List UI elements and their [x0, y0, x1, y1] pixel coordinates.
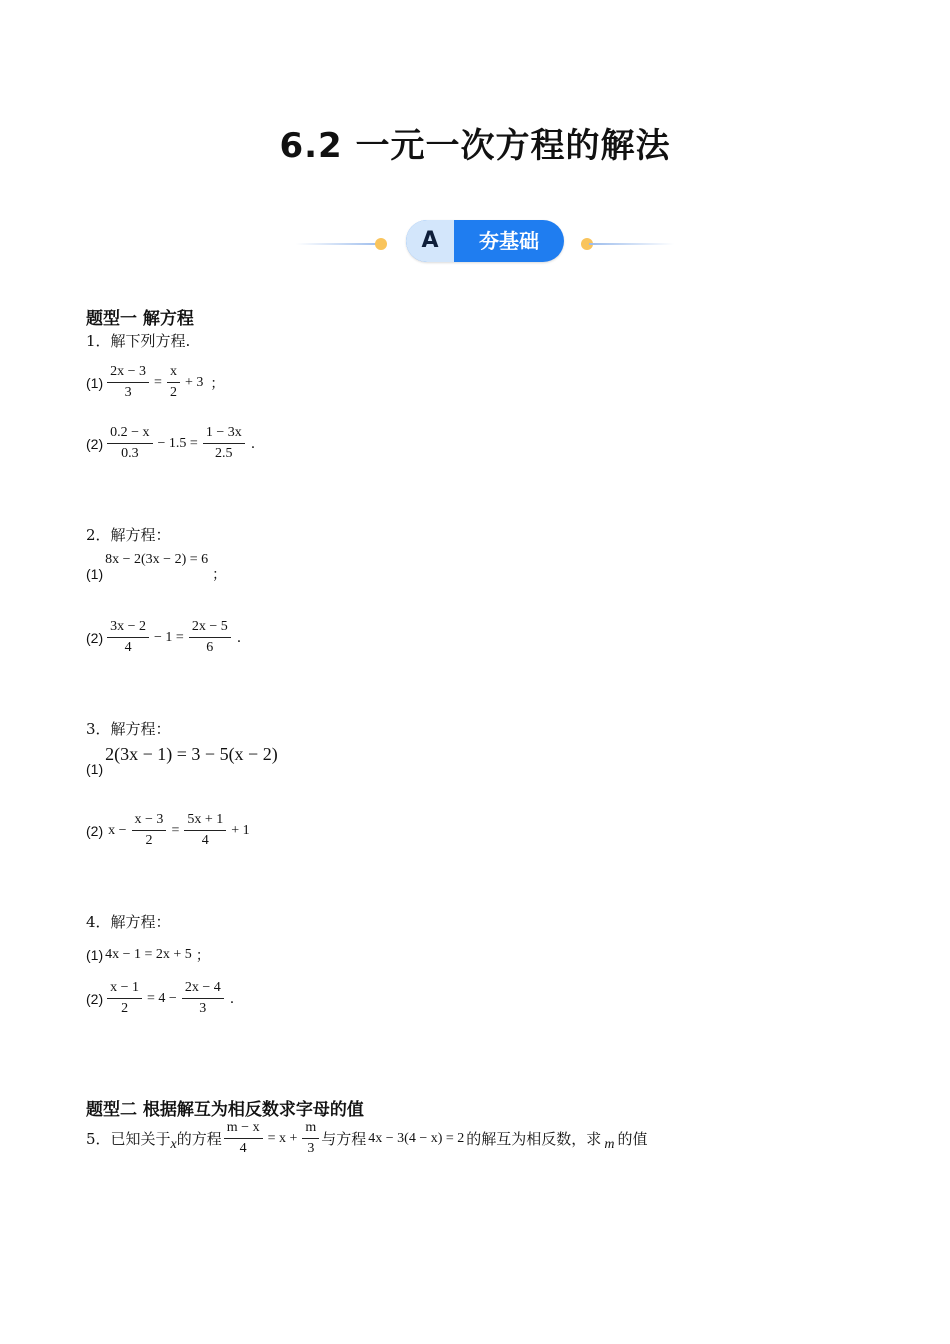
fraction [189, 619, 231, 656]
section-title-1: 题型一 解方程 [86, 309, 194, 329]
operator: − 1 = [154, 629, 184, 645]
numerator: 0.2 − x [107, 425, 152, 444]
numerator: m − x [224, 1120, 263, 1139]
part-number: (2) [86, 435, 104, 452]
section-banner [296, 218, 676, 264]
question-5-text-1: 5．已知关于 [86, 1130, 171, 1148]
punctuation: ； [210, 375, 225, 392]
q2-part-1 [86, 552, 227, 583]
operator: + 1 [231, 822, 250, 838]
denominator: 3 [307, 1141, 315, 1156]
equation [105, 980, 226, 1017]
fraction [302, 1120, 319, 1157]
operator: = x + [267, 1130, 298, 1146]
banner-label: 夯基础 [479, 229, 539, 253]
denominator: 2 [145, 833, 153, 848]
denominator: 0.3 [121, 446, 139, 461]
equation [105, 812, 253, 849]
equation [105, 947, 192, 963]
question-5-text-3: 与方程 [321, 1130, 367, 1148]
banner-line-right [589, 243, 674, 245]
operator: − 1.5 = [157, 435, 198, 451]
banner-pill [406, 220, 564, 262]
equation [105, 619, 233, 656]
denominator: 2 [121, 1001, 129, 1016]
fraction [167, 364, 180, 401]
denominator: 2 [169, 385, 177, 400]
denominator: 3 [124, 385, 132, 400]
numerator: x − 3 [132, 812, 167, 831]
equation-1 [222, 1120, 321, 1157]
denominator: 2.5 [215, 446, 233, 461]
operator: = [171, 822, 180, 838]
numerator: x − 1 [107, 980, 142, 999]
question-2-text: 2．解方程： [86, 526, 171, 544]
variable-m: m [604, 1136, 615, 1152]
question-5-text-2: 的方程 [176, 1130, 222, 1148]
part-number: (1) [86, 374, 104, 391]
fraction [107, 619, 149, 656]
equation [105, 425, 247, 462]
banner-dot-left [375, 238, 387, 250]
fraction [184, 812, 226, 849]
part-number: (1) [86, 760, 104, 777]
expression: 8x − 2(3x − 2) = 6 [105, 552, 209, 567]
part-number: (2) [86, 629, 104, 646]
part-number: (1) [86, 566, 104, 582]
question-4-text: 4．解方程： [86, 913, 171, 931]
question-5-text-4: 的解互为相反数，求 [466, 1130, 602, 1148]
equation-2: 4x − 3(4 − x) = 2 [368, 1130, 465, 1146]
equation [105, 744, 278, 773]
numerator: 1 − 3x [203, 425, 245, 444]
equation [105, 364, 206, 401]
punctuation: . [229, 990, 235, 1007]
q3-part-2 [86, 812, 253, 849]
q1-part-2 [86, 425, 255, 462]
banner-letter: A [406, 220, 454, 262]
equation [105, 552, 209, 576]
operator: + 3 [184, 374, 204, 390]
page-title: 6.2 一元一次方程的解法 [279, 126, 671, 166]
numerator: x [167, 364, 180, 383]
part-number: (2) [86, 990, 104, 1007]
fraction [203, 425, 245, 462]
fraction [107, 364, 149, 401]
numerator: 2x − 5 [189, 619, 231, 638]
fraction [182, 980, 224, 1017]
punctuation: ； [212, 567, 227, 583]
q1-part-1 [86, 364, 224, 401]
question-3-text: 3．解方程： [86, 720, 171, 738]
expression: 4x − 1 = 2x + 5 [105, 947, 192, 962]
operator: x − [108, 822, 127, 838]
fraction [132, 812, 167, 849]
q2-part-2 [86, 619, 241, 656]
numerator: m [302, 1120, 319, 1139]
punctuation: . [236, 629, 242, 646]
denominator: 4 [124, 640, 132, 655]
punctuation: . [250, 435, 256, 452]
question-5 [86, 1120, 647, 1157]
punctuation: ； [195, 948, 210, 964]
numerator: 2x − 4 [182, 980, 224, 999]
question-1-text: 1．解下列方程. [86, 332, 191, 350]
fraction [107, 980, 142, 1017]
question-5-text-5: 的值 [617, 1130, 648, 1148]
numerator: 2x − 3 [107, 364, 149, 383]
numerator: 3x − 2 [107, 619, 149, 638]
numerator: 5x + 1 [184, 812, 226, 831]
section-title-2: 题型二 根据解互为相反数求字母的值 [86, 1100, 364, 1120]
part-number: (2) [86, 822, 104, 839]
q3-part-1 [86, 744, 278, 777]
banner-line-left [296, 243, 381, 245]
variable-x: x [170, 1136, 177, 1152]
operator: = 4 − [147, 990, 177, 1006]
part-number: (1) [86, 947, 104, 963]
fraction [224, 1120, 263, 1157]
q4-part-2 [86, 980, 234, 1017]
denominator: 3 [199, 1001, 207, 1016]
fraction [107, 425, 152, 462]
q4-part-1 [86, 945, 210, 965]
expression: 2(3x − 1) = 3 − 5(x − 2) [105, 744, 278, 764]
operator: = [154, 374, 162, 390]
denominator: 4 [201, 833, 209, 848]
denominator: 6 [206, 640, 214, 655]
denominator: 4 [239, 1141, 247, 1156]
